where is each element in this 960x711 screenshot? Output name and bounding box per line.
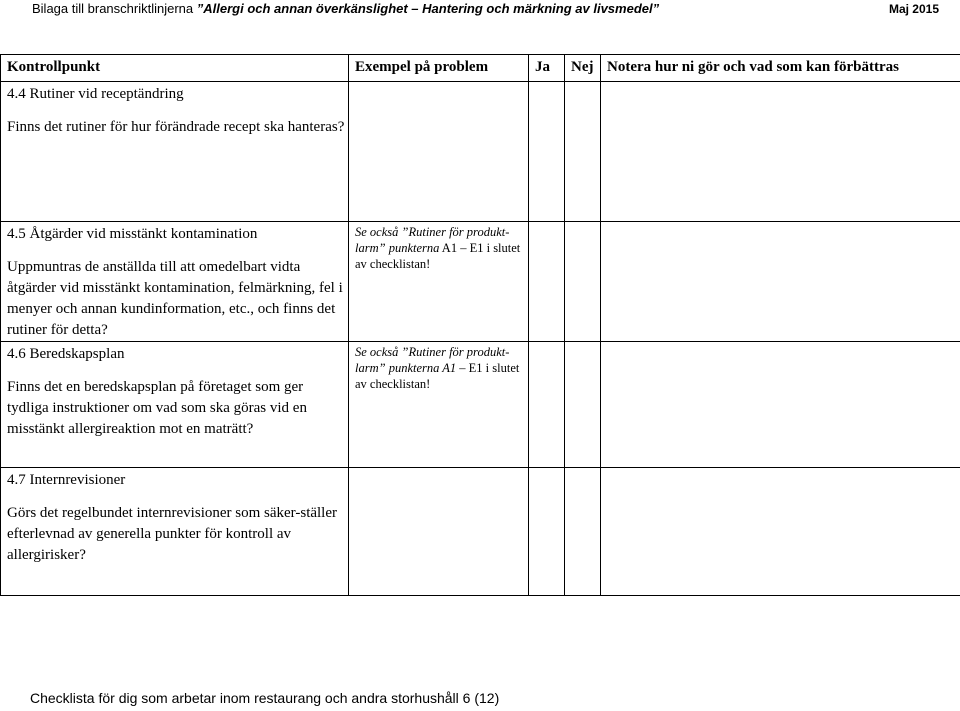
checkpoint-cell [1,342,349,468]
checkpoint-cell [1,82,349,222]
reference-note-italic: Se också ”Rutiner för produkt-larm” punkterna A1 [355,345,510,375]
yes-checkbox-cell[interactable] [529,222,565,342]
checkpoint-cell [1,468,349,596]
reference-note [355,344,528,392]
header-date: Maj 2015 [888,2,939,16]
checkpoint-cell [1,222,349,342]
checklist-table [0,54,960,596]
column-header-kontrollpunkt: Kontrollpunkt [1,55,349,82]
checkpoint-question: Finns det en beredskapsplan på företaget som ger tydliga instruktioner om vad som ska göras vid en misstänkt allergireaktion mot en maträtt? [7,379,307,437]
table-header-row [1,55,960,82]
yes-checkbox-cell[interactable] [529,82,565,222]
problem-example-cell [349,82,529,222]
no-checkbox-cell[interactable] [565,342,601,468]
table-row [1,222,960,342]
yes-checkbox-cell[interactable] [529,468,565,596]
reference-note-plain: – E1 i slutet av checklistan! [355,361,520,391]
reference-note [355,224,528,272]
checkpoint-question: Görs det regelbundet internrevisioner som säker-ställer efterlevnad av generella punkter för kontroll av allergirisker? [7,505,338,563]
notes-cell[interactable] [601,342,960,468]
problem-example-cell [349,468,529,596]
section-title: 4.4 Rutiner vid receptändring [7,86,184,102]
section-title: 4.5 Åtgärder vid misstänkt kontamination [7,226,258,242]
reference-note-plain: A1 – E1 i slutet av checklistan! [355,241,521,271]
problem-example-cell [349,342,529,468]
yes-checkbox-cell[interactable] [529,342,565,468]
reference-note-italic: Se också ”Rutiner för produkt-larm” punkterna [355,225,510,255]
section-title: 4.6 Beredskapsplan [7,346,125,362]
header-title: ”Allergi och annan överkänslighet – Hantering och märkning av livsmedel” [196,1,660,16]
problem-example-cell [349,222,529,342]
table-row [1,468,960,596]
no-checkbox-cell[interactable] [565,82,601,222]
column-header-ja: Ja [529,55,565,82]
notes-cell[interactable] [601,222,960,342]
column-header-notera: Notera hur ni gör och vad som kan förbättras [601,55,960,82]
checkpoint-question: Uppmuntras de anställda till att omedelbart vidta åtgärder vid misstänkt kontamination, felmärkning, fel i menyer och annan kundinformation, etc., och finns det rutiner för detta? [7,259,343,338]
table-row [1,342,960,468]
no-checkbox-cell[interactable] [565,468,601,596]
column-header-nej: Nej [565,55,601,82]
section-title: 4.7 Internrevisioner [7,472,126,488]
notes-cell[interactable] [601,82,960,222]
page-header [32,0,942,18]
checkpoint-question: Finns det rutiner för hur förändrade recept ska hanteras? [7,119,345,135]
column-header-exempel: Exempel på problem [349,55,529,82]
notes-cell[interactable] [601,468,960,596]
header-prefix: Bilaga till branschriktlinjerna [32,1,197,16]
table-row [1,82,960,222]
no-checkbox-cell[interactable] [565,222,601,342]
page-footer: Checklista för dig som arbetar inom restaurang och andra storhushåll 6 (12) [30,690,500,706]
